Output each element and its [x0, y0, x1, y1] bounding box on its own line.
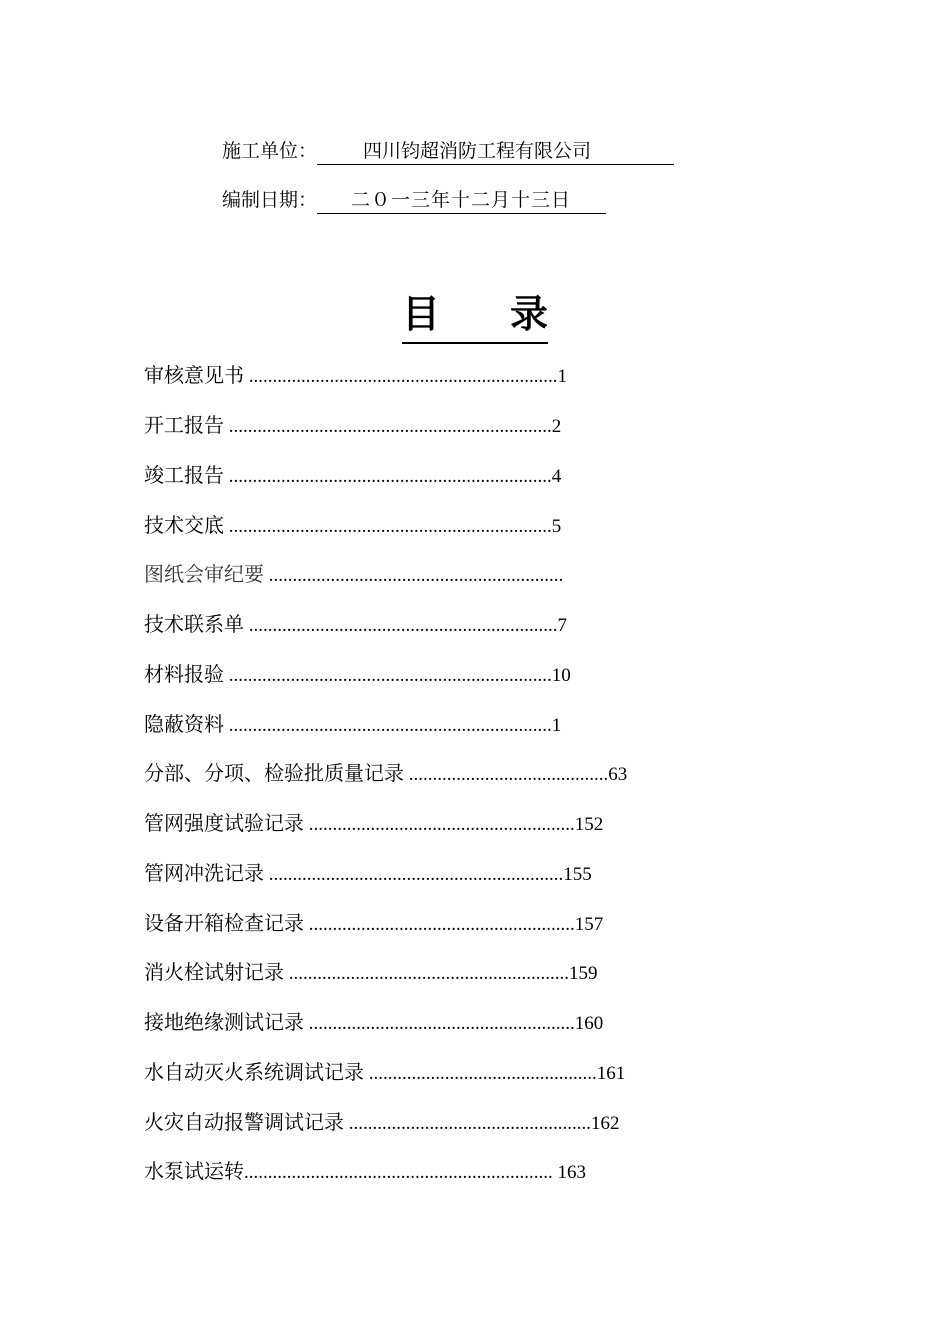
- toc-entry-label: 水自动灭火系统调试记录: [144, 1060, 364, 1084]
- toc-entry-leader: ....................................................................: [224, 416, 552, 437]
- toc-entry-leader: ..........................................: [404, 764, 609, 785]
- toc-entry[interactable]: [144, 1003, 603, 1041]
- toc-entry-page: 162: [591, 1113, 620, 1134]
- toc-entry[interactable]: [144, 754, 627, 792]
- toc-entry-leader: .................................................................: [244, 615, 558, 636]
- construction-unit-value: 四川钧超消防工程有限公司: [317, 140, 674, 165]
- toc-entry[interactable]: [144, 804, 603, 842]
- toc-entry-label: 材料报验: [144, 662, 224, 686]
- toc-entry[interactable]: [144, 705, 561, 743]
- toc-entry[interactable]: [144, 406, 561, 444]
- toc-entry-label: 管网强度试验记录: [144, 811, 304, 835]
- toc-heading-char-2: 录: [509, 292, 548, 336]
- toc-entry-label: 图纸会审纪要: [144, 562, 264, 586]
- toc-entry-leader: ....................................................................: [224, 665, 552, 686]
- toc-entry-leader: ....................................................................: [224, 715, 552, 736]
- toc-entry-leader: ........................................................: [304, 914, 575, 935]
- toc-entry-label: 分部、分项、检验批质量记录: [144, 761, 404, 785]
- toc-entry[interactable]: [144, 605, 567, 643]
- toc-entry-label: 火灾自动报警调试记录: [144, 1110, 344, 1134]
- toc-entry-page: 7: [557, 615, 567, 636]
- toc-entry-page: 163: [557, 1162, 586, 1183]
- toc-entry-leader: ....................................................................: [224, 516, 552, 537]
- compile-date-row: [222, 185, 606, 215]
- toc-heading-char-1: 目: [402, 292, 441, 336]
- toc-entry[interactable]: [144, 356, 567, 394]
- toc-entry[interactable]: [144, 456, 561, 494]
- toc-entry-page: 63: [608, 764, 628, 785]
- toc-entry-leader: ................................................: [364, 1063, 597, 1084]
- toc-entry-label: 消火栓试射记录: [144, 960, 284, 984]
- toc-entry[interactable]: [144, 1103, 620, 1141]
- toc-entry-label: 接地绝缘测试记录: [144, 1010, 304, 1034]
- toc-entry-page: 160: [574, 1013, 604, 1034]
- toc-entry[interactable]: [144, 555, 563, 593]
- toc-entry-page: 161: [596, 1063, 626, 1084]
- toc-entry-page: 4: [551, 466, 562, 487]
- toc-entry[interactable]: [144, 1053, 625, 1091]
- toc-entry-label: 技术联系单: [144, 612, 244, 636]
- toc-entry-page: 1: [557, 366, 567, 387]
- toc-entry-leader: .................................................................: [244, 1162, 558, 1183]
- toc-entry-page: 159: [569, 963, 598, 984]
- toc-entry-label: 设备开箱检查记录: [144, 911, 304, 935]
- toc-entry-page: 155: [563, 864, 592, 885]
- toc-entry-page: 5: [551, 516, 562, 537]
- toc-entry-leader: ...................................................: [344, 1113, 591, 1134]
- toc-entry-label: 竣工报告: [144, 463, 224, 487]
- toc-entry-label: 隐蔽资料: [144, 712, 224, 736]
- toc-entry-leader: .................................................................: [244, 366, 558, 387]
- construction-unit-row: [222, 136, 674, 166]
- toc-entry-page: 2: [551, 416, 562, 437]
- toc-entry-page: 1: [551, 715, 562, 736]
- toc-entry[interactable]: [144, 506, 561, 544]
- toc-entry-label: 技术交底: [144, 513, 224, 537]
- toc-entry-page: 152: [574, 814, 604, 835]
- toc-entry-leader: ..............................................................: [264, 864, 564, 885]
- toc-entry-label: 审核意见书: [144, 363, 244, 387]
- compile-date-value: 二０一三年十二月十三日: [317, 189, 606, 214]
- compile-date-label: 编制日期：: [222, 189, 318, 211]
- toc-entry-page: 10: [551, 665, 571, 686]
- toc-entry[interactable]: [144, 655, 571, 693]
- toc-entry[interactable]: [144, 953, 598, 991]
- toc-heading: [402, 288, 548, 344]
- toc-entry-leader: ...........................................................: [284, 963, 569, 984]
- toc-entry-leader: ........................................................: [304, 1013, 575, 1034]
- toc-entry-label: 开工报告: [144, 413, 224, 437]
- construction-unit-label: 施工单位：: [222, 140, 318, 162]
- toc-entry-leader: ..............................................................: [264, 565, 564, 586]
- toc-entry-leader: ....................................................................: [224, 466, 552, 487]
- toc-entry-label: 管网冲洗记录: [144, 861, 264, 885]
- toc-entry[interactable]: [144, 904, 603, 942]
- toc-entry-label: 水泵试运转: [144, 1159, 244, 1183]
- toc-entry[interactable]: [144, 854, 592, 892]
- toc-entry[interactable]: [144, 1152, 586, 1190]
- toc-entry-leader: ........................................................: [304, 814, 575, 835]
- toc-entry-page: 157: [574, 914, 604, 935]
